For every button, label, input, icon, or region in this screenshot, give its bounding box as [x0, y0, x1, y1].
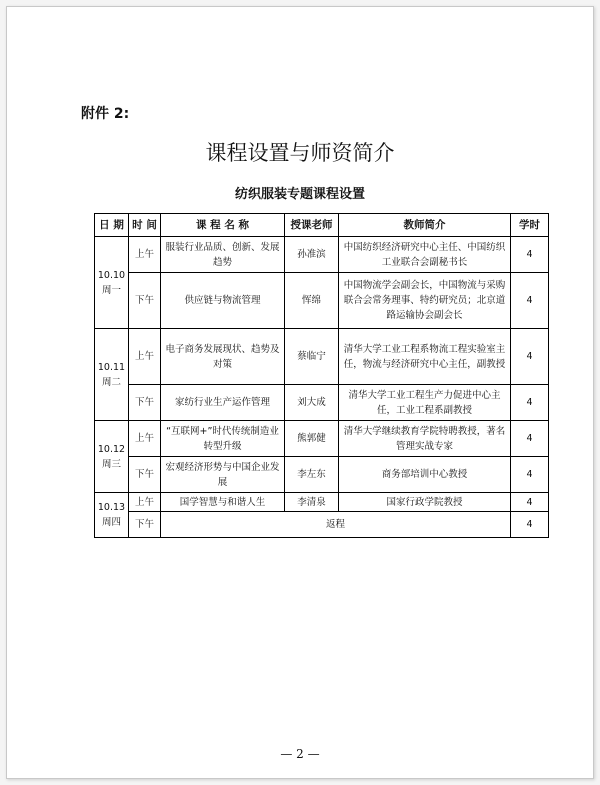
- intro-cell: 中国纺织经济研究中心主任、中国纺织工业联合会副秘书长: [339, 237, 511, 273]
- time-cell: 上午: [129, 493, 161, 512]
- date-value: 10.12: [97, 443, 126, 455]
- table-row: [95, 493, 549, 512]
- course-cell: 返程: [161, 512, 511, 538]
- intro-cell: 国家行政学院教授: [339, 493, 511, 512]
- intro-cell: 清华大学工业工程生产力促进中心主任，工业工程系副教授: [339, 385, 511, 421]
- intro-cell: 中国物流学会副会长，中国物流与采购联合会常务理事、特约研究员；北京道路运输协会副会长: [339, 273, 511, 329]
- time-cell: 上午: [129, 237, 161, 273]
- time-cell: 下午: [129, 457, 161, 493]
- date-value: 10.13: [97, 502, 126, 513]
- date-cell: [95, 493, 129, 538]
- course-cell: 电子商务发展现状、趋势及对策: [161, 329, 285, 385]
- table-row: [95, 512, 549, 538]
- date-cell: [95, 329, 129, 421]
- teacher-cell: 李左东: [285, 457, 339, 493]
- table-row: [95, 457, 549, 493]
- page-title: 课程设置与师资简介: [205, 141, 395, 165]
- table-row: [95, 329, 549, 385]
- time-cell: 上午: [129, 421, 161, 457]
- time-cell: 下午: [129, 512, 161, 538]
- hours-cell: 4: [511, 273, 549, 329]
- time-cell: 下午: [129, 273, 161, 329]
- weekday-value: 周四: [101, 517, 121, 528]
- time-cell: 上午: [129, 329, 161, 385]
- attachment-label: 附件 2:: [81, 106, 130, 122]
- table-header-row: [95, 214, 549, 237]
- teacher-cell: 李清泉: [285, 493, 339, 512]
- date-cell: [95, 421, 129, 493]
- course-cell: 家纺行业生产运作管理: [161, 385, 285, 421]
- time-cell: 下午: [129, 385, 161, 421]
- date-value: 10.10: [97, 269, 126, 281]
- hours-cell: 4: [511, 512, 549, 538]
- header-intro: 教师简介: [339, 214, 511, 237]
- header-teacher: 授课老师: [285, 214, 339, 237]
- teacher-cell: 恽绵: [285, 273, 339, 329]
- table-row: [95, 273, 549, 329]
- hours-cell: 4: [511, 329, 549, 385]
- header-time: 时 间: [129, 214, 161, 237]
- weekday-value: 周二: [101, 376, 121, 388]
- course-cell: “互联网+”时代传统制造业转型升级: [161, 421, 285, 457]
- teacher-cell: 熊郭健: [285, 421, 339, 457]
- document-page: [6, 6, 594, 779]
- teacher-cell: 蔡临宁: [285, 329, 339, 385]
- header-date: 日 期: [95, 214, 129, 237]
- intro-cell: 清华大学工业工程系物流工程实验室主任，物流与经济研究中心主任，副教授: [339, 329, 511, 385]
- weekday-value: 周三: [101, 458, 121, 470]
- hours-cell: 4: [511, 493, 549, 512]
- hours-cell: 4: [511, 457, 549, 493]
- table-row: [95, 385, 549, 421]
- course-schedule-table: [94, 213, 549, 538]
- weekday-value: 周一: [101, 284, 121, 296]
- intro-cell: 商务部培训中心教授: [339, 457, 511, 493]
- intro-cell: 清华大学继续教育学院特聘教授，著名管理实战专家: [339, 421, 511, 457]
- header-course: 课 程 名 称: [161, 214, 285, 237]
- header-hours: 学时: [511, 214, 549, 237]
- date-cell: [95, 237, 129, 329]
- teacher-cell: 刘大成: [285, 385, 339, 421]
- table-row: [95, 237, 549, 273]
- page-number: — 2 —: [280, 747, 320, 761]
- course-cell: 服装行业品质、创新、发展趋势: [161, 237, 285, 273]
- course-cell: 国学智慧与和谐人生: [161, 493, 285, 512]
- hours-cell: 4: [511, 421, 549, 457]
- hours-cell: 4: [511, 385, 549, 421]
- course-cell: 宏观经济形势与中国企业发展: [161, 457, 285, 493]
- table-row: [95, 421, 549, 457]
- teacher-cell: 孙准滨: [285, 237, 339, 273]
- hours-cell: 4: [511, 237, 549, 273]
- course-cell: 供应链与物流管理: [161, 273, 285, 329]
- date-value: 10.11: [97, 361, 126, 373]
- table-subtitle: 纺织服装专题课程设置: [234, 187, 365, 202]
